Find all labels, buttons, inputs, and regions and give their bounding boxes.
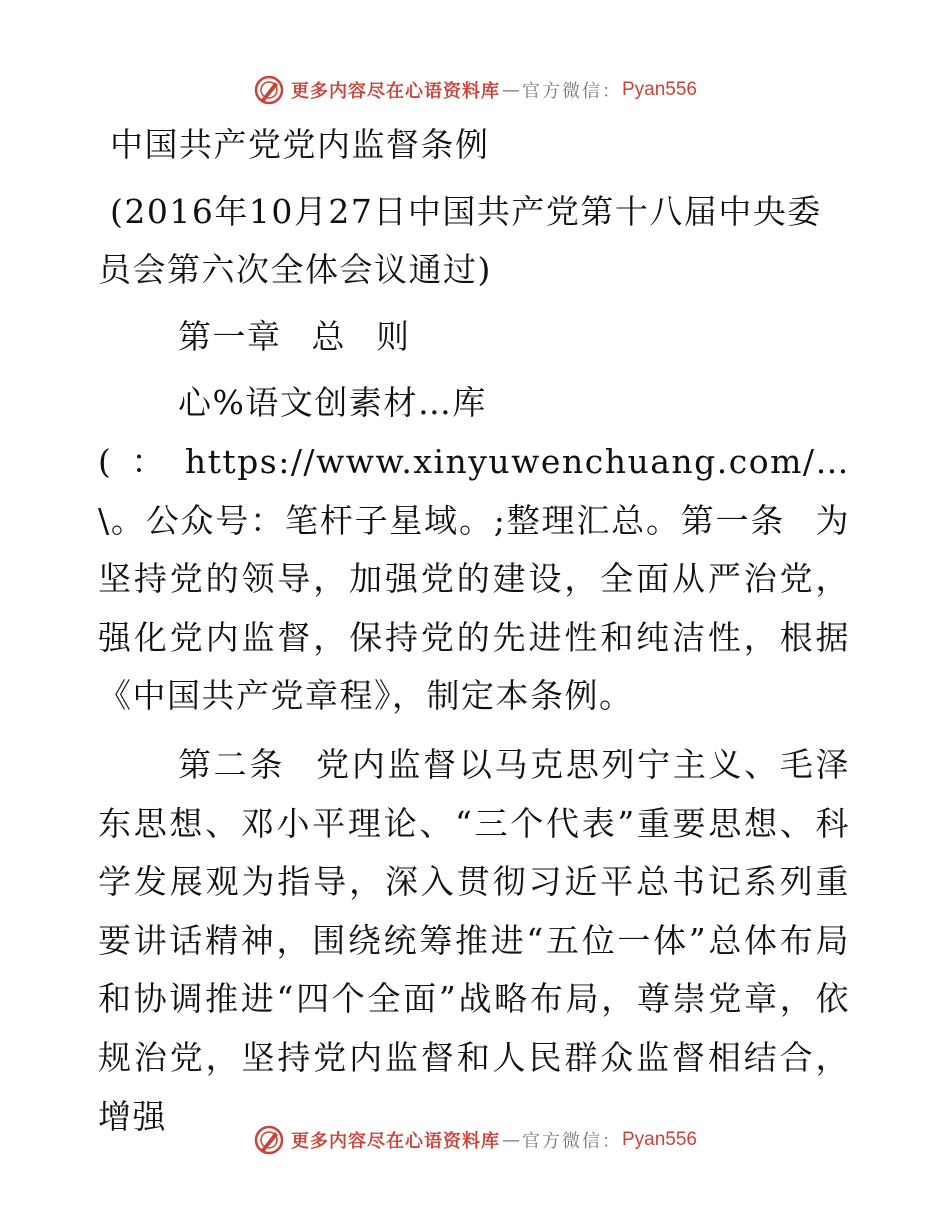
watermark-wechat-id: Pyan556 (621, 1129, 697, 1150)
watermark-official-label: 官方微信： (521, 81, 622, 102)
document-title: 中国共产党党内监督条例 (110, 125, 490, 164)
header-watermark (0, 70, 950, 110)
pen-logo-icon (253, 1124, 285, 1156)
article-2-label: 第二条 (178, 744, 285, 784)
footer-watermark (0, 1120, 950, 1160)
article-2-text: 党内监督以马克思列宁主义、毛泽东思想、邓小平理论、“三个代表”重要思想、科学发展观为指导，深入贯彻习近平总书记系列重要讲话精神，围绕统筹推进“五位一体”总体布局和协调推进“四个全面”战略布局，尊崇党章，依规治党，坚持党内监督和人民群众监督相结合，增强 (98, 744, 850, 1136)
source-name: 心%语文创素材…库 (178, 383, 487, 423)
watermark-brand: 更多内容尽在心语资料库 (290, 81, 500, 102)
watermark-separator: — (501, 79, 520, 101)
document-subtitle: (2016年10月27日中国共产党第十八届中央委员会第六次全体会议通过) (98, 191, 822, 290)
chapter-name-part2: 则 (376, 316, 411, 356)
article-1-text: 为坚持党的领导，加强党的建设，全面从严治党，强化党内监督，保持党的先进性和纯洁性，根据《中国共产党章程》，制定本条例。 (98, 500, 850, 716)
chapter-number: 第一章 (178, 316, 282, 356)
watermark-official-label: 官方微信： (521, 1131, 622, 1152)
article-2-paragraph (98, 736, 850, 1146)
chapter-heading (98, 308, 850, 367)
watermark-separator: — (501, 1129, 520, 1151)
chapter-name-part1: 总 (311, 316, 346, 356)
article-1-paragraph (98, 433, 850, 726)
watermark-brand: 更多内容尽在心语资料库 (290, 1131, 500, 1152)
watermark-wechat-id: Pyan556 (621, 79, 697, 100)
pen-logo-icon (253, 74, 285, 106)
document-body (98, 116, 850, 1146)
source-line: (：https://www.xinyuwenchuang.com/…\。公众号：笔杆子星域。;整理汇总。第一条 (98, 441, 850, 540)
